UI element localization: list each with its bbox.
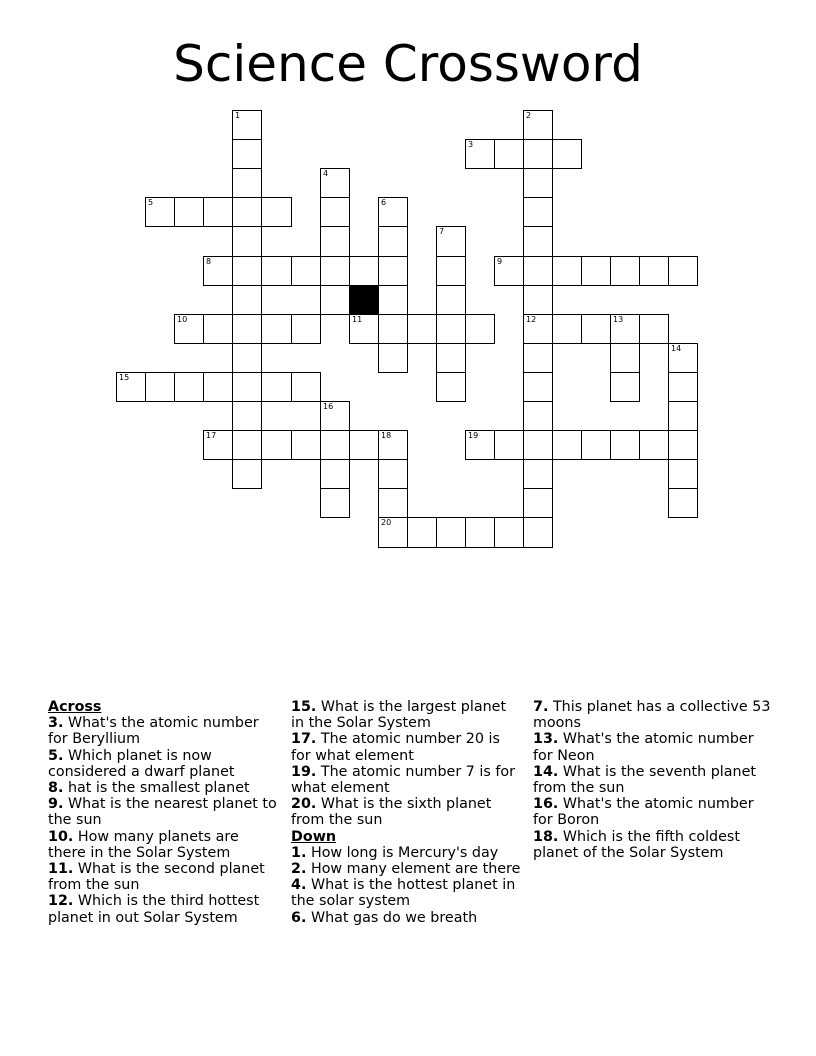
grid-cell[interactable] [291, 372, 321, 402]
clue-num: 17. [291, 731, 317, 748]
clue-text: The atomic number 7 is for what element [291, 763, 516, 797]
black-square [349, 285, 379, 315]
grid-cell[interactable] [261, 314, 292, 344]
clue-number: 2 [526, 111, 532, 120]
grid-cell[interactable] [436, 314, 466, 344]
grid-cell[interactable] [378, 459, 408, 489]
grid-cell[interactable] [232, 343, 262, 373]
clue-number: 11 [352, 315, 363, 324]
grid-cell[interactable] [639, 314, 669, 344]
grid-cell[interactable] [203, 314, 233, 344]
grid-cell[interactable] [494, 139, 524, 169]
grid-cell[interactable] [291, 314, 321, 344]
clue-item [48, 796, 280, 828]
clue-number: 6 [381, 198, 387, 207]
clue-item [291, 731, 521, 763]
clue-text: What gas do we breath [310, 909, 478, 926]
grid-cell[interactable] [436, 256, 466, 286]
clue-num: 13. [533, 731, 559, 748]
clue-text: How many planets are there in the Solar System [48, 828, 239, 861]
grid-cell[interactable] [320, 256, 350, 286]
grid-cell[interactable] [523, 401, 553, 431]
clue-num: 1. [291, 844, 307, 861]
clue-num: 16. [533, 796, 559, 813]
grid-cell[interactable] [523, 168, 553, 198]
grid-cell[interactable] [436, 285, 466, 315]
clue-item [48, 780, 280, 796]
grid-cell[interactable] [203, 197, 233, 227]
grid-cell[interactable] [610, 372, 640, 402]
grid-cell[interactable] [378, 430, 408, 460]
grid-cell[interactable] [378, 517, 408, 548]
grid-cell[interactable] [232, 256, 262, 286]
clue-num: 2. [291, 861, 307, 878]
grid-cell[interactable] [668, 343, 698, 373]
clue-text: What's the atomic number for Beryllium [48, 715, 259, 748]
clue-num: 11. [48, 861, 74, 878]
grid-cell[interactable] [261, 256, 292, 286]
grid-cell[interactable] [581, 314, 611, 344]
grid-cell[interactable] [378, 226, 408, 257]
grid-cell[interactable] [349, 430, 379, 460]
clue-text: What is the largest planet in the Solar System [291, 699, 507, 732]
clue-num: 14. [533, 763, 559, 780]
grid-cell[interactable] [145, 372, 175, 402]
clue-item [533, 829, 773, 861]
grid-cell[interactable] [261, 197, 292, 227]
clue-num: 19. [291, 763, 317, 780]
grid-cell[interactable] [523, 256, 553, 286]
clue-text: Which is the third hottest planet in out Solar System [48, 893, 260, 926]
clue-number: 14 [671, 344, 682, 353]
grid-cell[interactable] [581, 430, 611, 460]
clue-number: 17 [206, 431, 217, 440]
page-title: Science Crossword [173, 35, 643, 93]
clue-text: What's the atomic number for Boron [533, 796, 754, 829]
grid-cell[interactable] [174, 372, 204, 402]
clue-text: This planet has a collective 53 moons [533, 699, 771, 732]
clue-text: What is the seventh planet from the sun [533, 763, 757, 797]
grid-cell[interactable] [465, 517, 495, 548]
section-heading-across: Across [48, 699, 102, 715]
clue-item [533, 699, 773, 731]
grid-cell[interactable] [378, 488, 408, 518]
grid-cell[interactable] [668, 256, 698, 286]
clue-item [48, 861, 280, 893]
grid-cell[interactable] [494, 430, 524, 460]
grid-cell[interactable] [610, 343, 640, 373]
clue-column-3 [533, 699, 773, 861]
grid-cell[interactable] [407, 314, 437, 344]
clue-text: Which is the fifth coldest planet of the Solar System [533, 828, 740, 861]
grid-cell[interactable] [378, 343, 408, 373]
clue-item [291, 699, 521, 731]
grid-cell[interactable] [523, 139, 553, 169]
grid-cell[interactable] [261, 430, 292, 460]
grid-cell[interactable] [232, 314, 262, 344]
grid-cell[interactable] [523, 372, 553, 402]
grid-cell[interactable] [232, 401, 262, 431]
clue-num: 18. [533, 828, 559, 845]
grid-cell[interactable] [610, 314, 640, 344]
clue-num: 15. [291, 699, 317, 715]
clue-number: 15 [119, 373, 130, 382]
grid-cell[interactable] [378, 197, 408, 227]
grid-cell[interactable] [668, 401, 698, 431]
grid-cell[interactable] [232, 139, 262, 169]
clue-item [48, 829, 280, 861]
grid-cell[interactable] [465, 139, 495, 169]
grid-cell[interactable] [668, 430, 698, 460]
grid-cell[interactable] [378, 285, 408, 315]
clue-text: Which planet is now considered a dwarf planet [48, 747, 235, 780]
clue-num: 7. [533, 699, 549, 715]
clue-text: What is the sixth planet from the sun [291, 796, 492, 829]
grid-cell[interactable] [232, 110, 262, 140]
clue-num: 3. [48, 715, 64, 732]
clue-num: 12. [48, 893, 74, 910]
grid-cell[interactable] [465, 430, 495, 460]
grid-cell[interactable] [523, 197, 553, 227]
clue-number: 4 [323, 169, 329, 178]
grid-cell[interactable] [320, 197, 350, 227]
grid-cell[interactable] [436, 372, 466, 402]
grid-cell[interactable] [145, 197, 175, 227]
grid-cell[interactable] [523, 430, 553, 460]
clue-item [48, 715, 280, 747]
clue-number: 12 [526, 315, 537, 324]
clue-item [48, 893, 280, 925]
grid-cell[interactable] [436, 343, 466, 373]
clue-number: 9 [497, 257, 503, 266]
grid-cell[interactable] [203, 372, 233, 402]
grid-cell[interactable] [523, 343, 553, 373]
clue-item [291, 861, 521, 877]
grid-cell[interactable] [320, 168, 350, 198]
clue-num: 6. [291, 909, 307, 926]
grid-cell[interactable] [232, 430, 262, 460]
clue-text: How many element are there [310, 861, 521, 878]
clue-num: 10. [48, 828, 74, 845]
clue-number: 10 [177, 315, 188, 324]
grid-cell[interactable] [320, 459, 350, 489]
grid-cell[interactable] [203, 256, 233, 286]
grid-cell[interactable] [639, 430, 669, 460]
grid-cell[interactable] [668, 372, 698, 402]
grid-cell[interactable] [232, 197, 262, 227]
clue-num: 4. [291, 877, 307, 894]
grid-cell[interactable] [523, 226, 553, 257]
grid-cell[interactable] [668, 459, 698, 489]
clue-num: 8. [48, 780, 64, 797]
grid-cell[interactable] [407, 517, 437, 548]
grid-cell[interactable] [291, 430, 321, 460]
grid-cell[interactable] [291, 256, 321, 286]
grid-cell[interactable] [320, 488, 350, 518]
grid-cell[interactable] [668, 488, 698, 518]
clue-text: What is the hottest planet in the solar system [291, 877, 516, 910]
clue-text: hat is the smallest planet [67, 780, 250, 797]
grid-cell[interactable] [523, 285, 553, 315]
clue-num: 5. [48, 747, 64, 764]
grid-cell[interactable] [378, 256, 408, 286]
clue-item [291, 910, 521, 926]
grid-cell[interactable] [232, 285, 262, 315]
grid-cell[interactable] [552, 139, 582, 169]
clue-num: 20. [291, 796, 317, 813]
grid-cell[interactable] [465, 314, 495, 344]
clue-item [291, 877, 521, 909]
clue-item [533, 731, 773, 763]
grid-cell[interactable] [232, 168, 262, 198]
grid-cell[interactable] [320, 226, 350, 257]
grid-cell[interactable] [203, 430, 233, 460]
grid-cell[interactable] [436, 226, 466, 257]
grid-cell[interactable] [116, 372, 146, 402]
grid-cell[interactable] [552, 430, 582, 460]
grid-cell[interactable] [523, 459, 553, 489]
clue-column-1 [48, 699, 280, 926]
clue-item [291, 796, 521, 828]
grid-cell[interactable] [232, 226, 262, 257]
clue-number: 16 [323, 402, 334, 411]
grid-cell[interactable] [494, 256, 524, 286]
grid-cell[interactable] [174, 197, 204, 227]
clue-text: The atomic number 20 is for what element [291, 731, 500, 764]
clue-item [48, 748, 280, 780]
grid-cell[interactable] [523, 517, 553, 548]
grid-cell[interactable] [378, 314, 408, 344]
clue-number: 8 [206, 257, 212, 266]
clue-number: 18 [381, 431, 392, 440]
clue-text: What is the nearest planet to the sun [48, 796, 277, 829]
grid-cell[interactable] [639, 256, 669, 286]
clue-number: 20 [381, 518, 392, 527]
grid-cell[interactable] [232, 459, 262, 489]
clue-number: 7 [439, 227, 445, 236]
grid-cell[interactable] [349, 314, 379, 344]
grid-cell[interactable] [320, 285, 350, 315]
grid-cell[interactable] [523, 488, 553, 518]
grid-cell[interactable] [552, 314, 582, 344]
grid-cell[interactable] [349, 256, 379, 286]
clue-number: 1 [235, 111, 241, 120]
grid-cell[interactable] [320, 430, 350, 460]
clue-item [291, 764, 521, 796]
grid-cell[interactable] [552, 256, 582, 286]
grid-cell[interactable] [581, 256, 611, 286]
clue-num: 9. [48, 796, 64, 813]
grid-cell[interactable] [320, 401, 350, 431]
grid-cell[interactable] [523, 110, 553, 140]
grid-cell[interactable] [261, 372, 292, 402]
grid-cell[interactable] [232, 372, 262, 402]
grid-cell[interactable] [436, 517, 466, 548]
clue-item [533, 796, 773, 828]
clue-number: 19 [468, 431, 479, 440]
grid-cell[interactable] [610, 430, 640, 460]
clue-text: What is the second planet from the sun [48, 861, 265, 894]
grid-cell[interactable] [523, 314, 553, 344]
grid-cell[interactable] [610, 256, 640, 286]
clue-text: How long is Mercury's day [310, 844, 499, 861]
clue-text: What's the atomic number for Neon [533, 731, 754, 764]
grid-cell[interactable] [494, 517, 524, 548]
clue-number: 3 [468, 140, 474, 149]
clue-item [291, 845, 521, 861]
clue-number: 5 [148, 198, 154, 207]
clue-item [533, 764, 773, 796]
clue-column-2 [291, 699, 521, 926]
grid-cell[interactable] [174, 314, 204, 344]
clue-number: 13 [613, 315, 624, 324]
section-heading-down: Down [291, 828, 337, 845]
